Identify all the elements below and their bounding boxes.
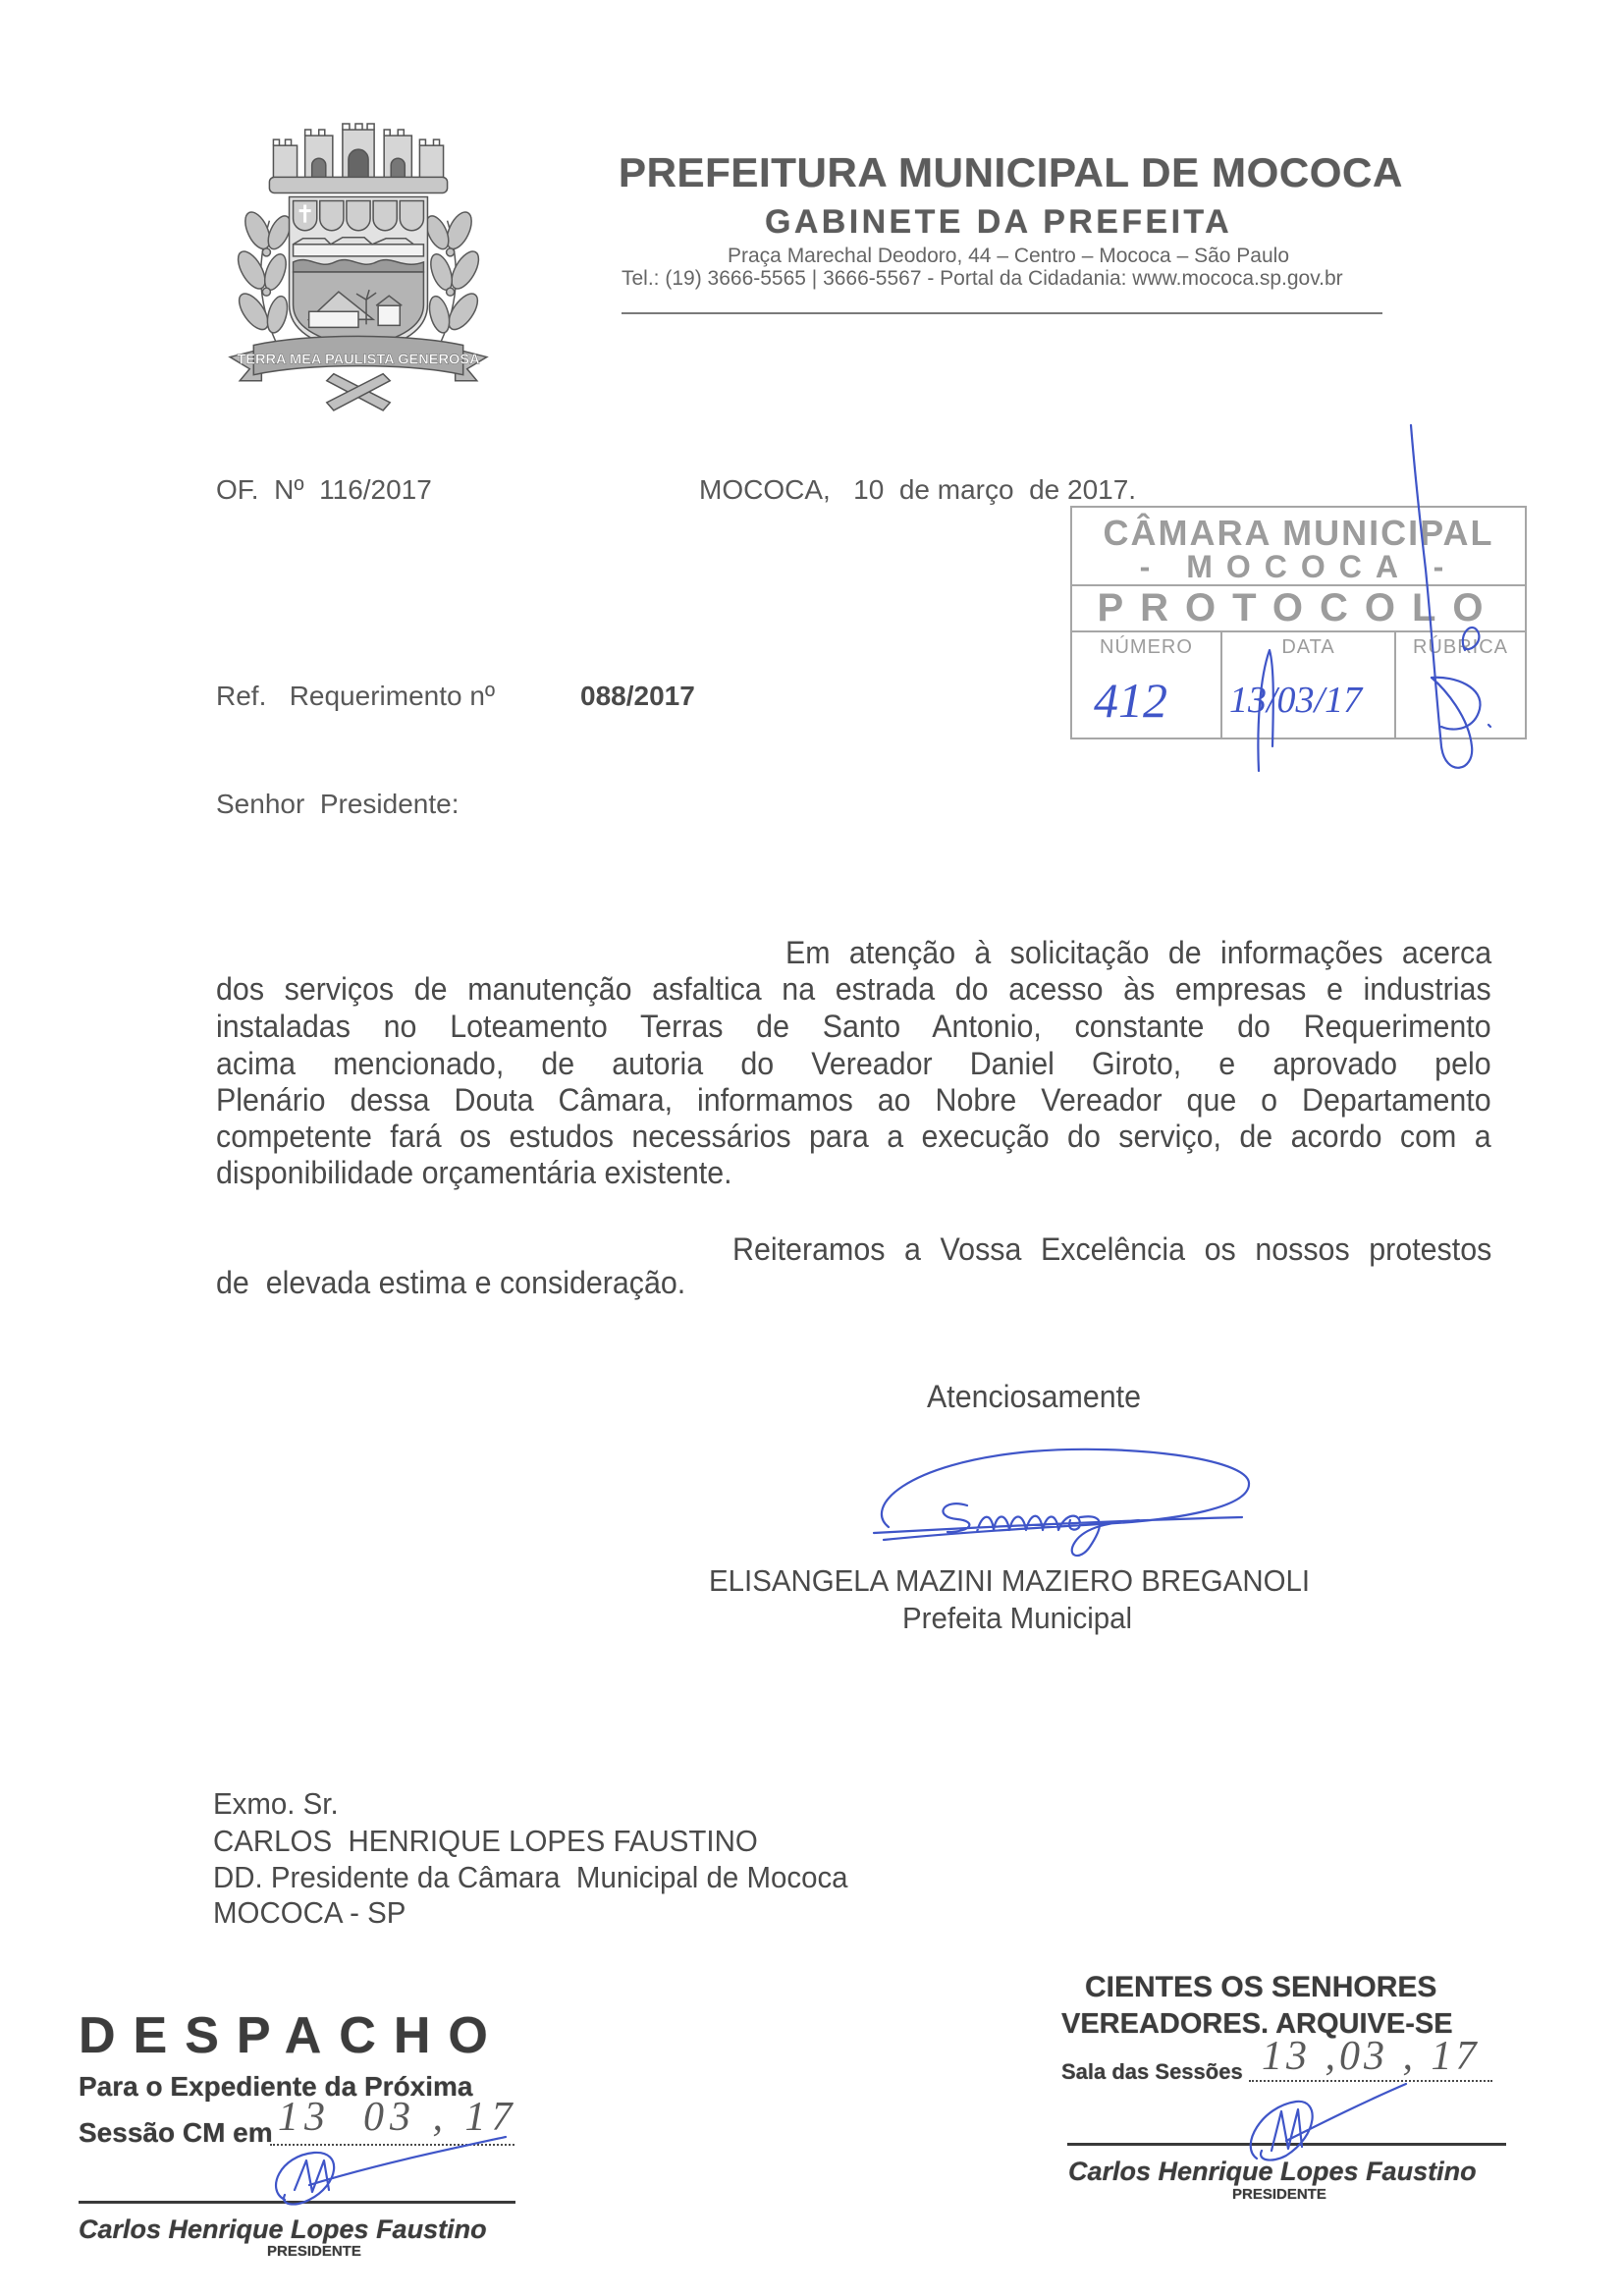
- signatory-title: Prefeita Municipal: [902, 1601, 1133, 1635]
- addressee-line: Exmo. Sr.: [213, 1786, 339, 1821]
- body-line: Em atenção à solicitação de informações acerca: [785, 935, 1492, 970]
- salutation: Senhor Presidente:: [216, 789, 460, 819]
- protocol-stamp-city: - MOCOCA -: [1139, 549, 1458, 584]
- body-line: competente fará os estudos necessários para a execução do serviço, de acordo com a: [216, 1119, 1491, 1154]
- body-line: disponibilidade orçamentária existente.: [216, 1155, 732, 1190]
- protocol-stamp-label: PROTOCOLO: [1097, 586, 1500, 629]
- despacho-date-handwritten: 13 03 , 17: [278, 2095, 518, 2140]
- body-line: de elevada estima e consideração.: [216, 1265, 686, 1300]
- despacho-date-underline: [270, 2144, 514, 2146]
- motto-ribbon: [230, 336, 487, 410]
- archive-stamp-line3: Sala das Sessões: [1061, 2059, 1243, 2084]
- despacho-signature-line: [79, 2201, 515, 2204]
- despacho-stamp-line2: Sessão CM em: [79, 2117, 273, 2148]
- despacho-stamp-line1: Para o Expediente da Próxima: [79, 2071, 473, 2102]
- addressee-line: CARLOS HENRIQUE LOPES FAUSTINO: [213, 1824, 758, 1858]
- despacho-signer-role: PRESIDENTE: [267, 2243, 361, 2260]
- protocol-number-handwritten: 412: [1094, 673, 1167, 728]
- addressee-line: MOCOCA - SP: [213, 1895, 406, 1930]
- archive-signer: Carlos Henrique Lopes Faustino: [1068, 2157, 1477, 2186]
- archive-date-underline: [1249, 2080, 1492, 2082]
- protocol-col-date-header: DATA: [1281, 636, 1335, 658]
- letterhead-address: Praça Marechal Deodoro, 44 – Centro – Mococa – São Paulo: [728, 245, 1289, 267]
- reference-label: Ref. Requerimento nº: [216, 681, 496, 711]
- letterhead-divider: [622, 312, 1382, 314]
- municipal-coat-of-arms-logo: [210, 122, 507, 422]
- protocol-col-number-header: NÚMERO: [1100, 636, 1193, 658]
- protocol-col-signature-header: RÚBRICA: [1412, 636, 1508, 658]
- mayor-signature: [874, 1449, 1249, 1556]
- despacho-stamp-title: DESPACHO: [79, 2007, 506, 2064]
- despacho-signer: Carlos Henrique Lopes Faustino: [79, 2214, 487, 2244]
- archive-date-handwritten: 13 ,03 , 17: [1262, 2034, 1481, 2079]
- protocol-stamp-chamber: CÂMARA MUNICIPAL: [1103, 513, 1494, 553]
- archive-president-signature: [1251, 2084, 1406, 2160]
- letterhead-subtitle: GABINETE DA PREFEITA: [765, 203, 1233, 241]
- closing: Atenciosamente: [927, 1379, 1141, 1414]
- body-line: dos serviços de manutenção asfaltica na estrada do acesso às empresas e industrias: [216, 971, 1491, 1007]
- date-line: MOCOCA, 10 de março de 2017.: [699, 474, 1137, 505]
- laurel-left-icon: [233, 208, 295, 349]
- protocol-stamp: [1070, 506, 1527, 739]
- protocol-date-handwritten: 13/03/17: [1229, 680, 1363, 721]
- archive-stamp-line2: VEREADORES. ARQUIVE-SE: [1061, 2008, 1453, 2040]
- letterhead-contact: Tel.: (19) 3666-5565 | 3666-5567 - Portal da Cidadania: www.mococa.sp.gov.br: [622, 267, 1343, 290]
- archive-signature-line: [1067, 2143, 1506, 2146]
- motto-text: TERRA MEA PAULISTA GENEROSA: [237, 352, 480, 368]
- protocol-stamp-divider: [1072, 630, 1525, 632]
- despacho-president-signature: [276, 2137, 506, 2205]
- addressee-line: DD. Presidente da Câmara Municipal de Mococa: [213, 1860, 848, 1894]
- letterhead-title: PREFEITURA MUNICIPAL DE MOCOCA: [619, 149, 1403, 195]
- archive-stamp-line1: CIENTES OS SENHORES: [1085, 1971, 1437, 2003]
- mural-crown-icon: [269, 124, 447, 192]
- body-line: Plenário dessa Douta Câmara, informamos ao Nobre Vereador que o Departamento: [216, 1082, 1491, 1118]
- laurel-right-icon: [422, 208, 484, 349]
- body-line: Reiteramos a Vossa Excelência os nossos protestos: [732, 1231, 1492, 1267]
- office-number: OF. Nº 116/2017: [216, 474, 432, 505]
- body-line: acima mencionado, de autoria do Vereador Daniel Giroto, e aprovado pelo: [216, 1046, 1491, 1081]
- body-line: instaladas no Loteamento Terras de Santo Antonio, constante do Requerimento: [216, 1009, 1491, 1044]
- archive-signer-role: PRESIDENTE: [1232, 2186, 1326, 2203]
- reference-number: 088/2017: [580, 681, 695, 711]
- shield-icon: [290, 197, 428, 354]
- signatory-name: ELISANGELA MAZINI MAZIERO BREGANOLI: [709, 1563, 1311, 1598]
